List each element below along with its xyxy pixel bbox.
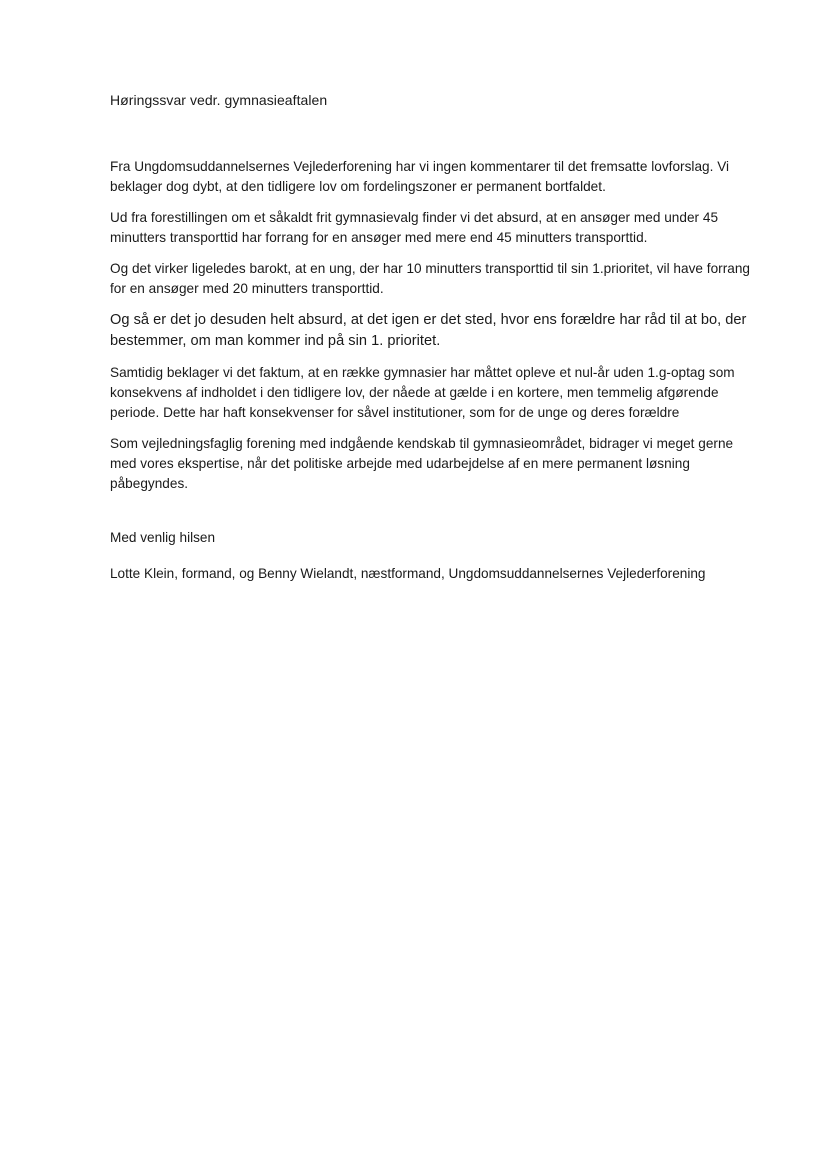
paragraph-1: Fra Ungdomsuddannelsernes Vejlederforening har vi ingen kommentarer til det fremsatte lovforslag. Vi beklager dog dybt, at den tidligere lov om fordelingszoner er permanent bortfaldet.: [110, 159, 730, 194]
paragraph-5: Samtidig beklager vi det faktum, at en række gymnasier har måttet opleve et nul-år uden 1.g-optag som konsekvens af indholdet i den tidligere lov, der nåede at gælde i en kortere, men temmelig afgørende periode. Dette har haft konsekvenser for såvel institutioner, som for de unge og deres forældre: [110, 365, 735, 420]
document-body: [110, 90, 750, 584]
signature-line: Lotte Klein, formand, og Benny Wielandt, næstformand, Ungdomsuddannelsernes Vejlederforening: [110, 566, 706, 581]
paragraph-2: Ud fra forestillingen om et såkaldt frit gymnasievalg finder vi det absurd, at en ansøger med under 45 minutters transporttid har forrang for en ansøger med mere end 45 minutters transporttid.: [110, 210, 719, 245]
paragraph-4: Og så er det jo desuden helt absurd, at det igen er det sted, hvor ens forældre har råd til at bo, der bestemmer, om man kommer ind på sin 1. prioritet.: [110, 312, 747, 349]
closing-greeting: Med venlig hilsen: [110, 530, 216, 545]
paragraph-3: Og det virker ligeledes barokt, at en ung, der har 10 minutters transporttid til sin 1.prioritet, vil have forrang for en ansøger med 20 minutters transporttid.: [110, 261, 750, 296]
document-title: Høringssvar vedr. gymnasieaftalen: [110, 92, 328, 108]
paragraph-6: Som vejledningsfaglig forening med indgående kendskab til gymnasieområdet, bidrager vi meget gerne med vores ekspertise, når det politiske arbejde med udarbejdelse af en mere permanent løsning påbegyndes.: [110, 436, 734, 491]
